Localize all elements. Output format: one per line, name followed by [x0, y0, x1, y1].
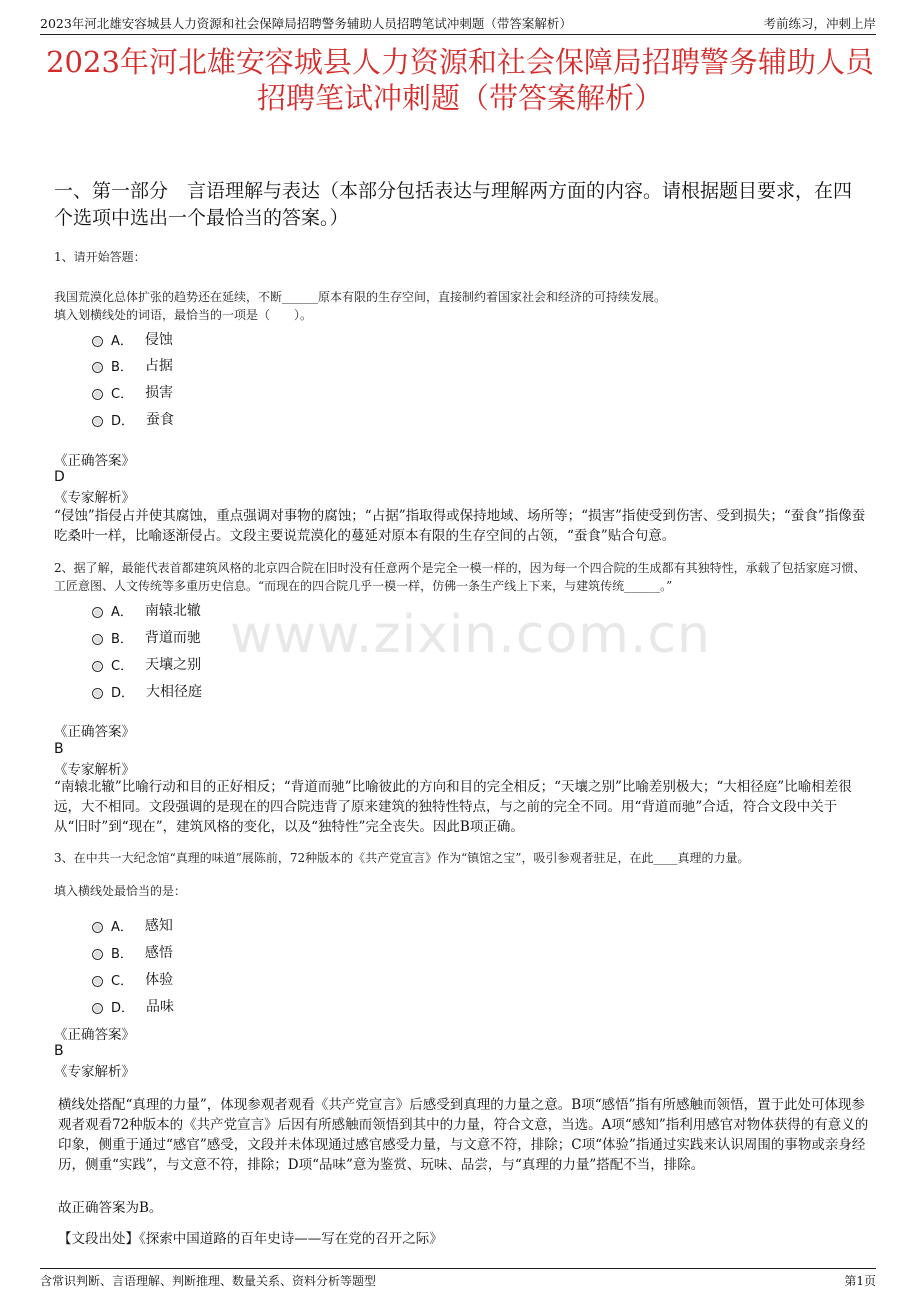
- q1-option-c[interactable]: C． 损害: [92, 382, 173, 402]
- q1-analysis: “侵蚀”指侵占并使其腐蚀，重点强调对事物的腐蚀；“占据”指取得或保持地域、场所等；“损害”指使受到伤害、受到损失；“蚕食”指像蚕吃桑叶一样，比喻逐渐侵占。文段主要说荒漠化的蔓延对原本有限的生存空间的占领，“蚕食”贴合句意。: [54, 508, 866, 544]
- q2-option-a[interactable]: A． 南辕北辙: [92, 600, 201, 620]
- radio-icon[interactable]: [92, 1003, 103, 1014]
- q3-source: 【文段出处】《探索中国道路的百年史诗——写在党的召开之际》: [58, 1231, 443, 1247]
- q1-answer-label: 《正确答案》: [54, 453, 135, 469]
- q3-option-c[interactable]: C． 体验: [92, 969, 173, 989]
- q1-intro: 1、请开始答题：: [54, 250, 146, 264]
- footer-note: 含常识判断、言语理解、判断推理、数量关系、资料分析等题型: [40, 1274, 377, 1288]
- q2-analysis-label: 《专家解析》: [54, 762, 135, 778]
- q1-option-d[interactable]: D． 蚕食: [92, 409, 174, 429]
- radio-icon[interactable]: [92, 336, 103, 347]
- radio-icon[interactable]: [92, 976, 103, 987]
- radio-icon[interactable]: [92, 607, 103, 618]
- q3-analysis: 横线处搭配“真理的力量”，体现参观者观看《共产党宣言》后感受到真理的力量之意。B项“感悟”指有所感触而领悟，置于此处可体现参观者观看72种版本的《共产党宣言》后因有所感触而领悟到其中的力量，符合文意，当选。A项“感知”指利用感官对物体获得的有意义的印象，侧重于通过“感官”感受，文段并未体现通过感官感受力量，与文意不符，排除；C项“体验”指通过实践来认识周围的事物或亲身经历，侧重“实践”，与文意不符，排除；D项“品味”意为鉴赏、玩味、品尝，与“真理的力量”搭配不当，排除。: [58, 1097, 869, 1173]
- q3-prompt: 填入横线处最恰当的是：: [54, 884, 187, 898]
- q1-option-a[interactable]: A． 侵蚀: [92, 329, 173, 349]
- page-title: 2023年河北雄安容城县人力资源和社会保障局招聘警务辅助人员招聘笔试冲刺题（带答案解析）: [46, 45, 874, 115]
- q3-answer: B: [54, 1043, 64, 1059]
- radio-icon[interactable]: [92, 922, 103, 933]
- q2-option-d[interactable]: D． 大相径庭: [92, 681, 202, 701]
- q2-analysis: “南辕北辙”比喻行动和目的正好相反；“背道而驰”比喻彼此的方向和目的完全相反；“天壤之别”比喻差别极大；“大相径庭”比喻相差很远，大不相同。文段强调的是现在的四合院违背了原来建筑的独特性特点，与之前的完全不同。用“背道而驰”合适，符合文段中关于从“旧时”到“现在”，建筑风格的变化，以及“独特性”完全丧失。因此B项正确。: [54, 779, 852, 835]
- page-footer: [40, 1268, 876, 1296]
- q2-stem: 2、据了解，最能代表首都建筑风格的北京四合院在旧时没有任意两个是完全一模一样的，因为每一个四合院的生成都有其独特性，承载了包括家庭习惯、工匠意图、人文传统等多重历史信息。“而现在的四合院几乎一模一样，仿佛一条生产线上下来，与建筑传统______。”: [54, 561, 866, 593]
- radio-icon[interactable]: [92, 688, 103, 699]
- q3-answer-label: 《正确答案》: [54, 1027, 135, 1043]
- q1-analysis-label: 《专家解析》: [54, 490, 135, 506]
- q1-option-b[interactable]: B． 占据: [92, 355, 173, 375]
- q3-option-a[interactable]: A． 感知: [92, 915, 173, 935]
- q3-option-d[interactable]: D． 品味: [92, 996, 174, 1016]
- header-title: 2023年河北雄安容城县人力资源和社会保障局招聘警务辅助人员招聘笔试冲刺题（带答案解析）: [40, 16, 572, 31]
- q2-answer: B: [54, 741, 64, 757]
- radio-icon[interactable]: [92, 362, 103, 373]
- radio-icon[interactable]: [92, 634, 103, 645]
- radio-icon[interactable]: [92, 416, 103, 427]
- q2-option-c[interactable]: C． 天壤之别: [92, 654, 201, 674]
- q2-option-b[interactable]: B． 背道而驰: [92, 627, 201, 647]
- q1-stem: 我国荒漠化总体扩张的趋势还在延续，不断______原本有限的生存空间，直接制约着国家社会和经济的可持续发展。: [54, 290, 667, 304]
- section-heading: 一、第一部分 言语理解与表达（本部分包括表达与理解两方面的内容。请根据题目要求，在四个选项中选出一个最恰当的答案。）: [54, 180, 853, 229]
- q1-answer: D: [54, 469, 65, 485]
- radio-icon[interactable]: [92, 661, 103, 672]
- header-slogan: 考前练习，冲刺上岸: [763, 16, 876, 31]
- q3-option-b[interactable]: B． 感悟: [92, 942, 173, 962]
- q3-conclusion: 故正确答案为B。: [58, 1200, 163, 1216]
- page-number: 第1页: [844, 1274, 876, 1288]
- radio-icon[interactable]: [92, 949, 103, 960]
- page-header: [40, 10, 876, 35]
- q2-answer-label: 《正确答案》: [54, 724, 135, 740]
- q1-prompt: 填入划横线处的词语，最恰当的一项是（ ）。: [54, 308, 313, 322]
- q3-analysis-label: 《专家解析》: [54, 1064, 135, 1080]
- watermark: www.zixin.com.cn: [230, 605, 711, 665]
- q3-stem: 3、在中共一大纪念馆“真理的味道”展陈前，72种版本的《共产党宣言》作为“镇馆之宝”，吸引参观者驻足，在此____真理的力量。: [54, 851, 750, 865]
- radio-icon[interactable]: [92, 389, 103, 400]
